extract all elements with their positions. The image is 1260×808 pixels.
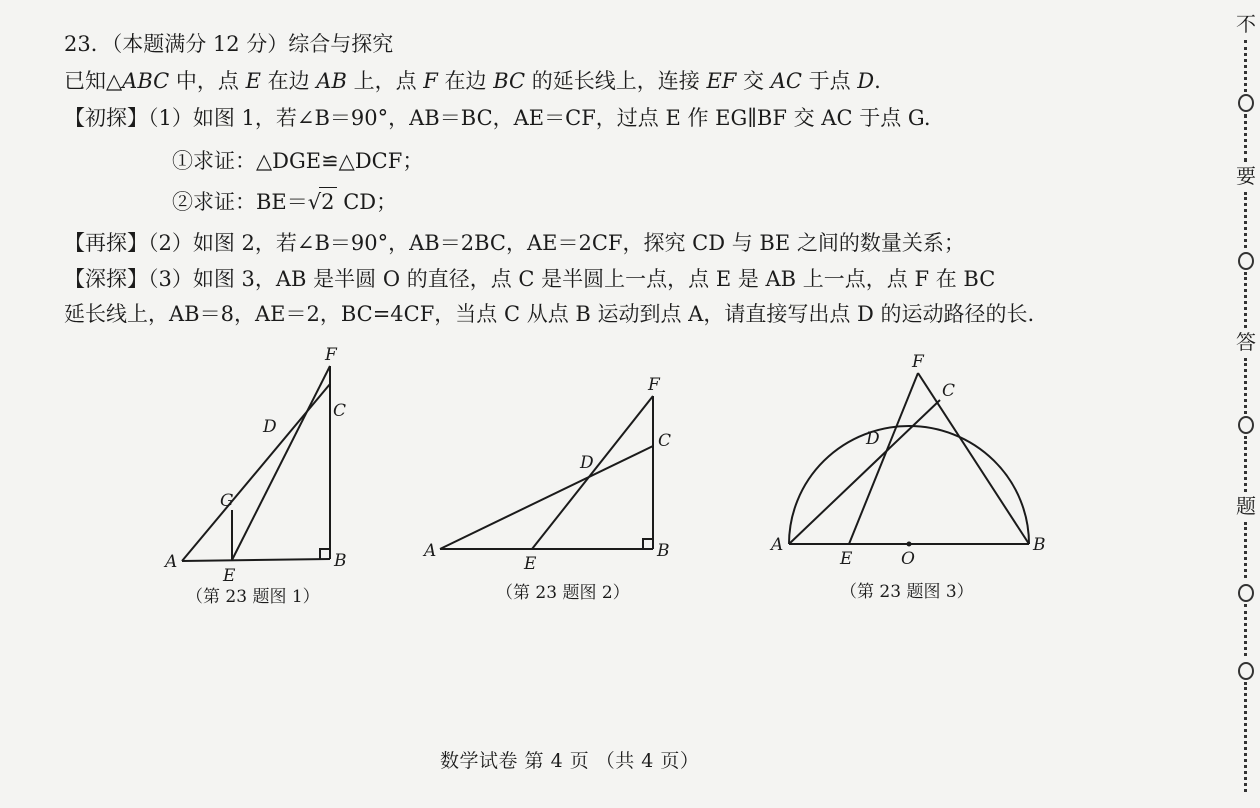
- fig1-segment-ab: [182, 559, 330, 561]
- part-2-statement: 【再探】（2）如图 2，若∠B＝90°，AB＝2BC，AE＝2CF，探究 CD 与 BE 之间的数量关系；: [64, 231, 965, 255]
- margin-char: 题: [1236, 494, 1256, 518]
- margin-dots: [1244, 114, 1250, 162]
- fig3-caption: （第 23 题图 3）: [840, 582, 974, 602]
- margin-dots: [1244, 192, 1250, 248]
- part-1-statement: 【初探】（1）如图 1，若∠B＝90°，AB＝BC，AE＝CF，过点 E 作 EG∥BF 交 AC 于点 G.: [64, 106, 931, 130]
- question-premise: 已知△ABC 中，点 E 在边 AB 上，点 F 在边 BC 的延长线上，连接 EF 交 AC 于点 D.: [64, 69, 881, 93]
- sqrt-symbol: √2: [308, 187, 337, 216]
- fig1-caption: （第 23 题图 1）: [186, 587, 320, 607]
- margin-ring: [1238, 252, 1254, 270]
- fig1-label-c: C: [333, 401, 347, 421]
- figure-1: [182, 366, 330, 561]
- margin-dots: [1244, 40, 1250, 92]
- margin-char: 要: [1236, 164, 1256, 188]
- margin-ring: [1238, 94, 1254, 112]
- fig3-segment-ac: [789, 400, 940, 544]
- fig3-label-o: O: [901, 549, 915, 569]
- fig2-label-e: E: [524, 554, 537, 574]
- fig1-right-angle: [320, 549, 330, 559]
- fig1-label-d: D: [263, 417, 277, 437]
- fig2-segment-ac: [440, 446, 653, 549]
- fig2-label-c: C: [658, 431, 672, 451]
- fig1-label-b: B: [334, 551, 347, 571]
- margin-ring: [1238, 584, 1254, 602]
- fig1-label-a: A: [165, 552, 178, 572]
- fig3-label-e: E: [840, 549, 853, 569]
- fig3-label-f: F: [912, 352, 924, 372]
- fig3-label-c: C: [942, 381, 956, 401]
- margin-char: 不: [1236, 12, 1256, 36]
- part-1-task-2: ②求证：BE＝√2 CD；: [172, 187, 397, 216]
- margin-dots: [1244, 604, 1250, 656]
- figure-2: [440, 396, 653, 549]
- question-heading: 23．（本题满分 12 分）综合与探究: [64, 32, 394, 56]
- margin-dots: [1244, 358, 1250, 414]
- margin-char: 答: [1236, 330, 1256, 354]
- margin-dots: [1244, 682, 1250, 792]
- page-footer: 数学试卷 第 4 页 （共 4 页）: [440, 750, 700, 772]
- part-3-statement: 【深探】（3）如图 3，AB 是半圆 O 的直径，点 C 是半圆上一点，点 E 是 AB 上一点，点 F 在 BC: [64, 267, 996, 291]
- fig3-segment-ef: [849, 373, 918, 544]
- fig2-caption: （第 23 题图 2）: [496, 583, 630, 603]
- fig2-label-d: D: [580, 453, 594, 473]
- part-3-statement-cont: 延长线上，AB＝8，AE＝2，BC=4CF，当点 C 从点 B 运动到点 A，请直接写出点 D 的运动路径的长.: [64, 302, 1035, 326]
- fig3-semicircle: [789, 426, 1029, 544]
- fig2-label-a: A: [424, 541, 437, 561]
- margin-dots: [1244, 522, 1250, 578]
- fig1-label-g: G: [220, 491, 234, 511]
- fig3-label-a: A: [771, 535, 784, 555]
- part-1-task-1: ①求证：△DGE≌△DCF；: [172, 149, 424, 173]
- fig3-segment-bf: [918, 373, 1029, 544]
- fig1-label-f: F: [325, 345, 337, 365]
- fig3-label-d: D: [866, 429, 880, 449]
- margin-ring: [1238, 416, 1254, 434]
- fig1-label-e: E: [223, 566, 236, 586]
- fig3-center-o: [907, 542, 912, 547]
- fig2-label-b: B: [657, 541, 670, 561]
- fig3-label-b: B: [1033, 535, 1046, 555]
- margin-ring: [1238, 662, 1254, 680]
- fig2-right-angle: [643, 539, 653, 549]
- margin-dots: [1244, 436, 1250, 492]
- margin-dots: [1244, 272, 1250, 328]
- fig2-label-f: F: [648, 375, 660, 395]
- fig1-segment-ef: [232, 366, 330, 560]
- figure-3: [789, 373, 1029, 544]
